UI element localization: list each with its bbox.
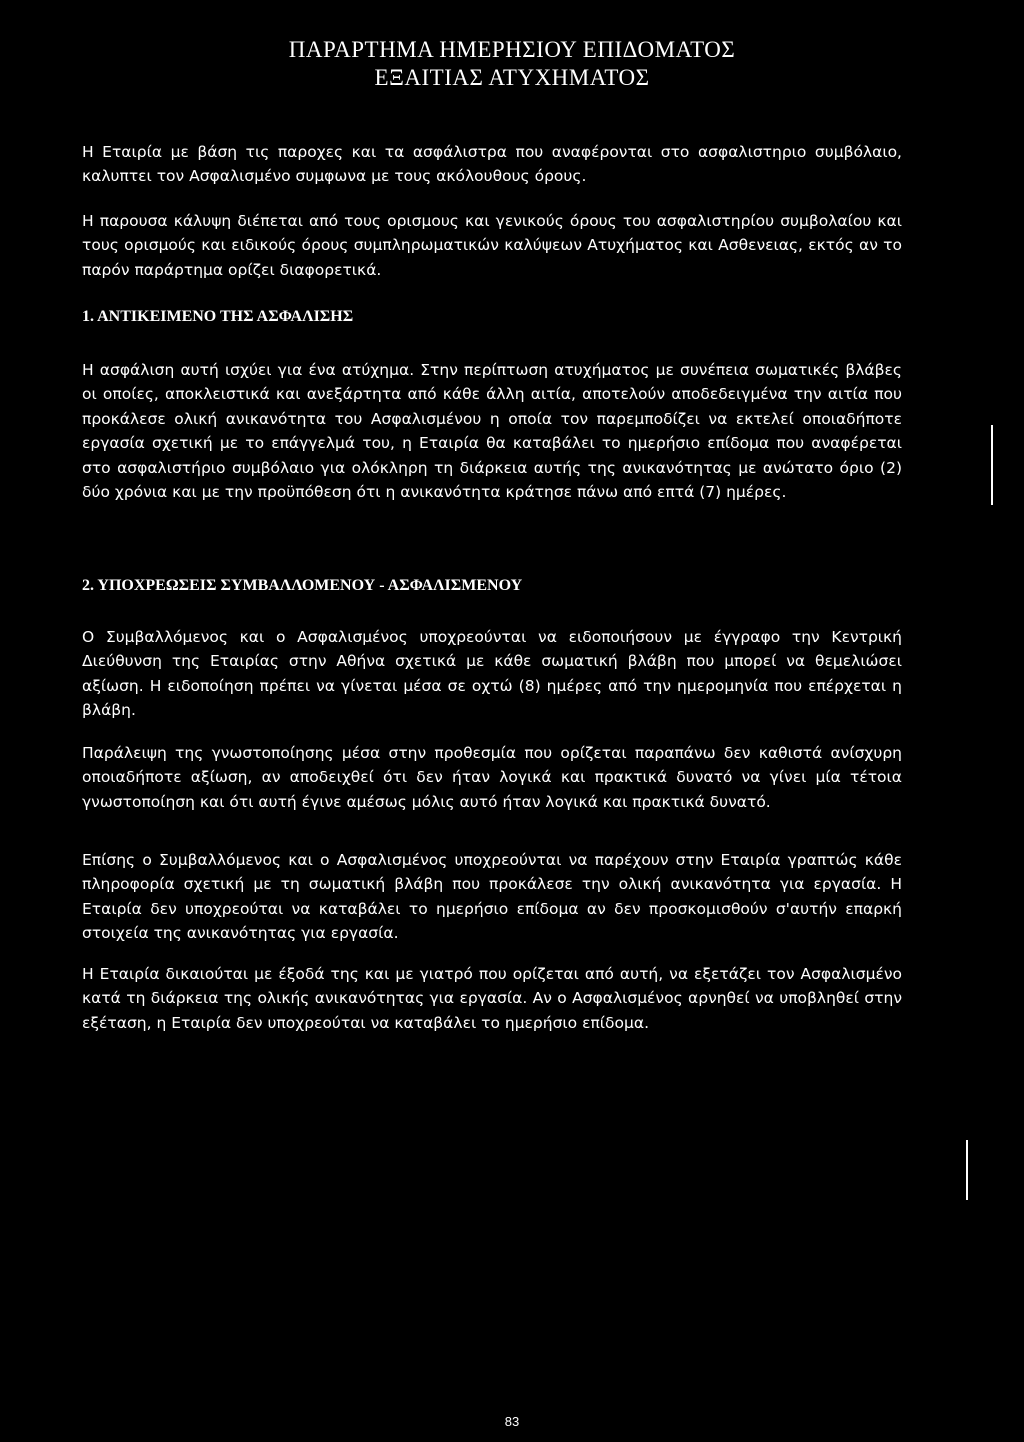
title-line-1: ΠΑΡΑΡΤΗΜΑ ΗΜΕΡΗΣΙΟΥ ΕΠΙΔΟΜΑΤΟΣ xyxy=(288,37,736,62)
scan-edge-line xyxy=(991,425,993,505)
section-1-paragraph-1: Η ασφάλιση αυτή ισχύει για ένα ατύχημα. Στην περίπτωση ατυχήματος με συνέπεια σωματικές βλάβες οι οποίες, αποκλειστικά και ανεξάρτητα από κάθε άλλη αιτία, αποτελούν αποδεδειγμένα την αιτία που προκάλεσε ολική ανικανότητα του Ασφαλισμένου η οποία τον παρεμποδίζει να εκτελεί οποιαδήποτε εργασία σχετική με το επάγγελμά του, η Εταιρία θα καταβάλει το ημερήσιο επίδομα που αναφέρεται στο ασφαλιστήριο συμβόλαιο για ολόκληρη τη διάρκεια αυτής της ανικανότητας με ανώτατο όριο (2) δύο χρόνια και με την προϋπόθεση ότι η ανικανότητα κράτησε πάνω από επτά (7) ημέρες. xyxy=(82,361,902,502)
section-2-heading: 2. ΥΠΟΧΡΕΩΣΕΙΣ ΣΥΜΒΑΛΛΟΜΕΝΟΥ - ΑΣΦΑΛΙΣΜΕΝΟΥ xyxy=(82,577,523,594)
section-2-paragraph-1: Ο Συμβαλλόμενος και ο Ασφαλισμένος υποχρεούνται να ειδοποιήσουν με έγγραφο την Κεντρική Διεύθυνση της Εταιρίας στην Αθήνα σχετικά με κάθε σωματική βλάβη που μπορεί να θεμελιώσει αξίωση. Η ειδοποίηση πρέπει να γίνεται μέσα σε οχτώ (8) ημέρες από την ημερομηνία που επέρχεται η βλάβη. xyxy=(82,628,902,720)
section-1-heading: 1. ΑΝΤΙΚΕΙΜΕΝΟ ΤΗΣ ΑΣΦΑΛΙΣΗΣ xyxy=(82,308,354,325)
intro-paragraph-1: Η Εταιρία με βάση τις παροχες και τα ασφάλιστρα που αναφέρονται στο ασφαλιστηριο συμβόλαιο, καλυπτει τον Ασφαλισμένο συμφωνα με τους ακόλουθους όρους. xyxy=(82,143,902,186)
title-line-2: ΕΞΑΙΤΙΑΣ ΑΤΥΧΗΜΑΤΟΣ xyxy=(374,65,650,90)
intro-paragraph-2: Η παρουσα κάλυψη διέπεται από τους ορισμους και γενικούς όρους του ασφαλιστηρίου συμβολαίου και τους ορισμούς και ειδικούς όρους συμπληρωματικών καλύψεων Ατυχήματος και Ασθενειας, εκτός αν το παρόν παράρτημα ορίζει διαφορετικά. xyxy=(82,212,902,279)
page-number: 83 xyxy=(504,1414,520,1429)
scan-edge-line xyxy=(966,1140,968,1200)
section-2-paragraph-3: Επίσης ο Συμβαλλόμενος και ο Ασφαλισμένος υποχρεούνται να παρέχουν στην Εταιρία γραπτώς κάθε πληροφορία σχετική με τη σωματική βλάβη που προκάλεσε την ολική ανικανότητα για εργασία. Η Εταιρία δεν υποχρεούται να καταβάλει το ημερήσιο επίδομα αν δεν προσκομισθούν σ'αυτήν επαρκή στοιχεία της ανικανότητας για εργασία. xyxy=(82,851,902,943)
page-title xyxy=(0,36,1024,92)
section-2-paragraph-2: Παράλειψη της γνωστοποίησης μέσα στην προθεσμία που ορίζεται παραπάνω δεν καθιστά ανίσχυρη οποιαδήποτε αξίωση, αν αποδειχθεί ότι δεν ήταν λογικά και πρακτικά δυνατό να γίνει μία τέτοια γνωστοποίηση και ότι αυτή έγινε αμέσως μόλις αυτό ήταν λογικά και πρακτικά δυνατό. xyxy=(82,744,902,811)
section-2-paragraph-4: Η Εταιρία δικαιούται με έξοδά της και με γιατρό που ορίζεται από αυτή, να εξετάζει τον Ασφαλισμένο κατά τη διάρκεια της ολικής ανικανότητας για εργασία. Αν ο Ασφαλισμένος αρνηθεί να υποβληθεί στην εξέταση, η Εταιρία δεν υποχρεούται να καταβάλει το ημερήσιο επίδομα. xyxy=(82,965,902,1032)
